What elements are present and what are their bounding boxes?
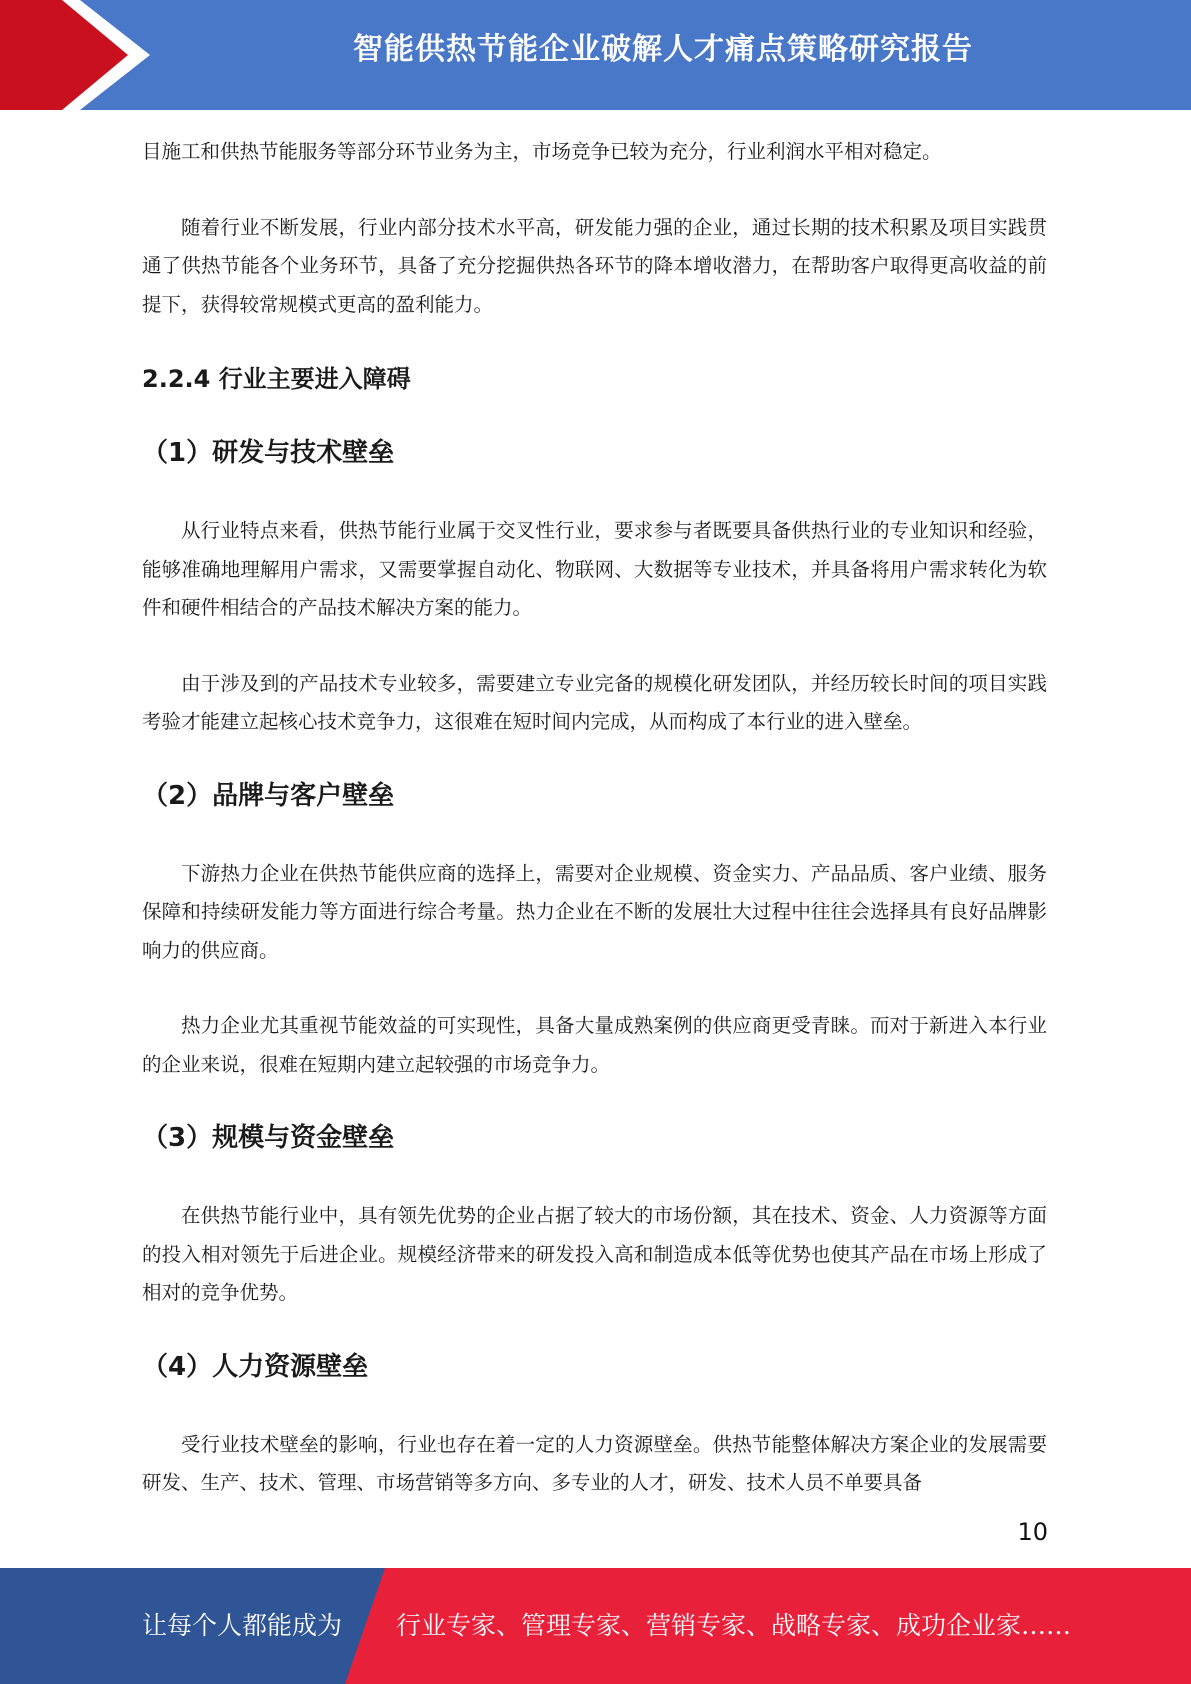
document-body bbox=[142, 133, 1047, 1503]
paragraph: 随着行业不断发展，行业内部分技术水平高，研发能力强的企业，通过长期的技术积累及项目实践贯通了供热节能各个业务环节，具备了充分挖掘供热各环节的降本增收潜力，在帮助客户取得更高收益的前提下，获得较常规模式更高的盈利能力。 bbox=[142, 215, 1047, 316]
subsection-heading: （3）规模与资金壁垒 bbox=[142, 1123, 395, 1153]
subsection-heading: （2）品牌与客户壁垒 bbox=[142, 780, 395, 811]
paragraph: 由于涉及到的产品技术专业较多，需要建立专业完备的规模化研发团队，并经历较长时间的项目实践考验才能建立起核心技术竞争力，这很难在短时间内完成，从而构成了本行业的进入壁垒。 bbox=[142, 671, 1047, 733]
subsection-heading: （1）研发与技术壁垒 bbox=[142, 438, 395, 468]
paragraph: 热力企业尤其重视节能效益的可实现性，具备大量成熟案例的供应商更受青睐。而对于新进入本行业的企业来说，很难在短期内建立起较强的市场竞争力。 bbox=[142, 1014, 1047, 1076]
paragraph: 目施工和供热节能服务等部分环节业务为主，市场竞争已较为充分，行业利润水平相对稳定。 bbox=[142, 140, 942, 163]
paragraph: 下游热力企业在供热节能供应商的选择上，需要对企业规模、资金实力、产品品质、客户业绩、服务保障和持续研发能力等方面进行综合考量。热力企业在不断的发展壮大过程中往往会选择具有良好品牌影响力的供应商。 bbox=[142, 861, 1047, 962]
page-header bbox=[0, 0, 1191, 110]
page-footer bbox=[0, 1568, 1191, 1684]
section-heading: 2.2.4 行业主要进入障碍 bbox=[142, 365, 411, 393]
header-chevron-icon bbox=[0, 0, 160, 110]
footer-slogan-right: 行业专家、管理专家、营销专家、战略专家、成功企业家…… bbox=[396, 1611, 1072, 1640]
paragraph: 受行业技术壁垒的影响，行业也存在着一定的人力资源壁垒。供热节能整体解决方案企业的发展需要研发、生产、技术、管理、市场营销等多方向、多专业的人才，研发、技术人员不单要具备 bbox=[142, 1432, 1047, 1494]
footer-slogan-left: 让每个人都能成为 bbox=[142, 1611, 343, 1640]
paragraph: 在供热节能行业中，具有领先优势的企业占据了较大的市场份额，其在技术、资金、人力资源等方面的投入相对领先于后进企业。规模经济带来的研发投入高和制造成本低等优势也使其产品在市场上形成了相对的竞争优势。 bbox=[142, 1204, 1047, 1304]
paragraph: 从行业特点来看，供热节能行业属于交叉性行业，要求参与者既要具备供热行业的专业知识和经验，能够准确地理解用户需求，又需要掌握自动化、物联网、大数据等专业技术，并具备将用户需求转化为软件和硬件相结合的产品技术解决方案的能力。 bbox=[142, 519, 1047, 619]
report-title: 智能供热节能企业破解人才痛点策略研究报告 bbox=[353, 32, 973, 67]
page-number: 10 bbox=[1017, 1518, 1048, 1546]
subsection-heading: （4）人力资源壁垒 bbox=[142, 1351, 369, 1382]
